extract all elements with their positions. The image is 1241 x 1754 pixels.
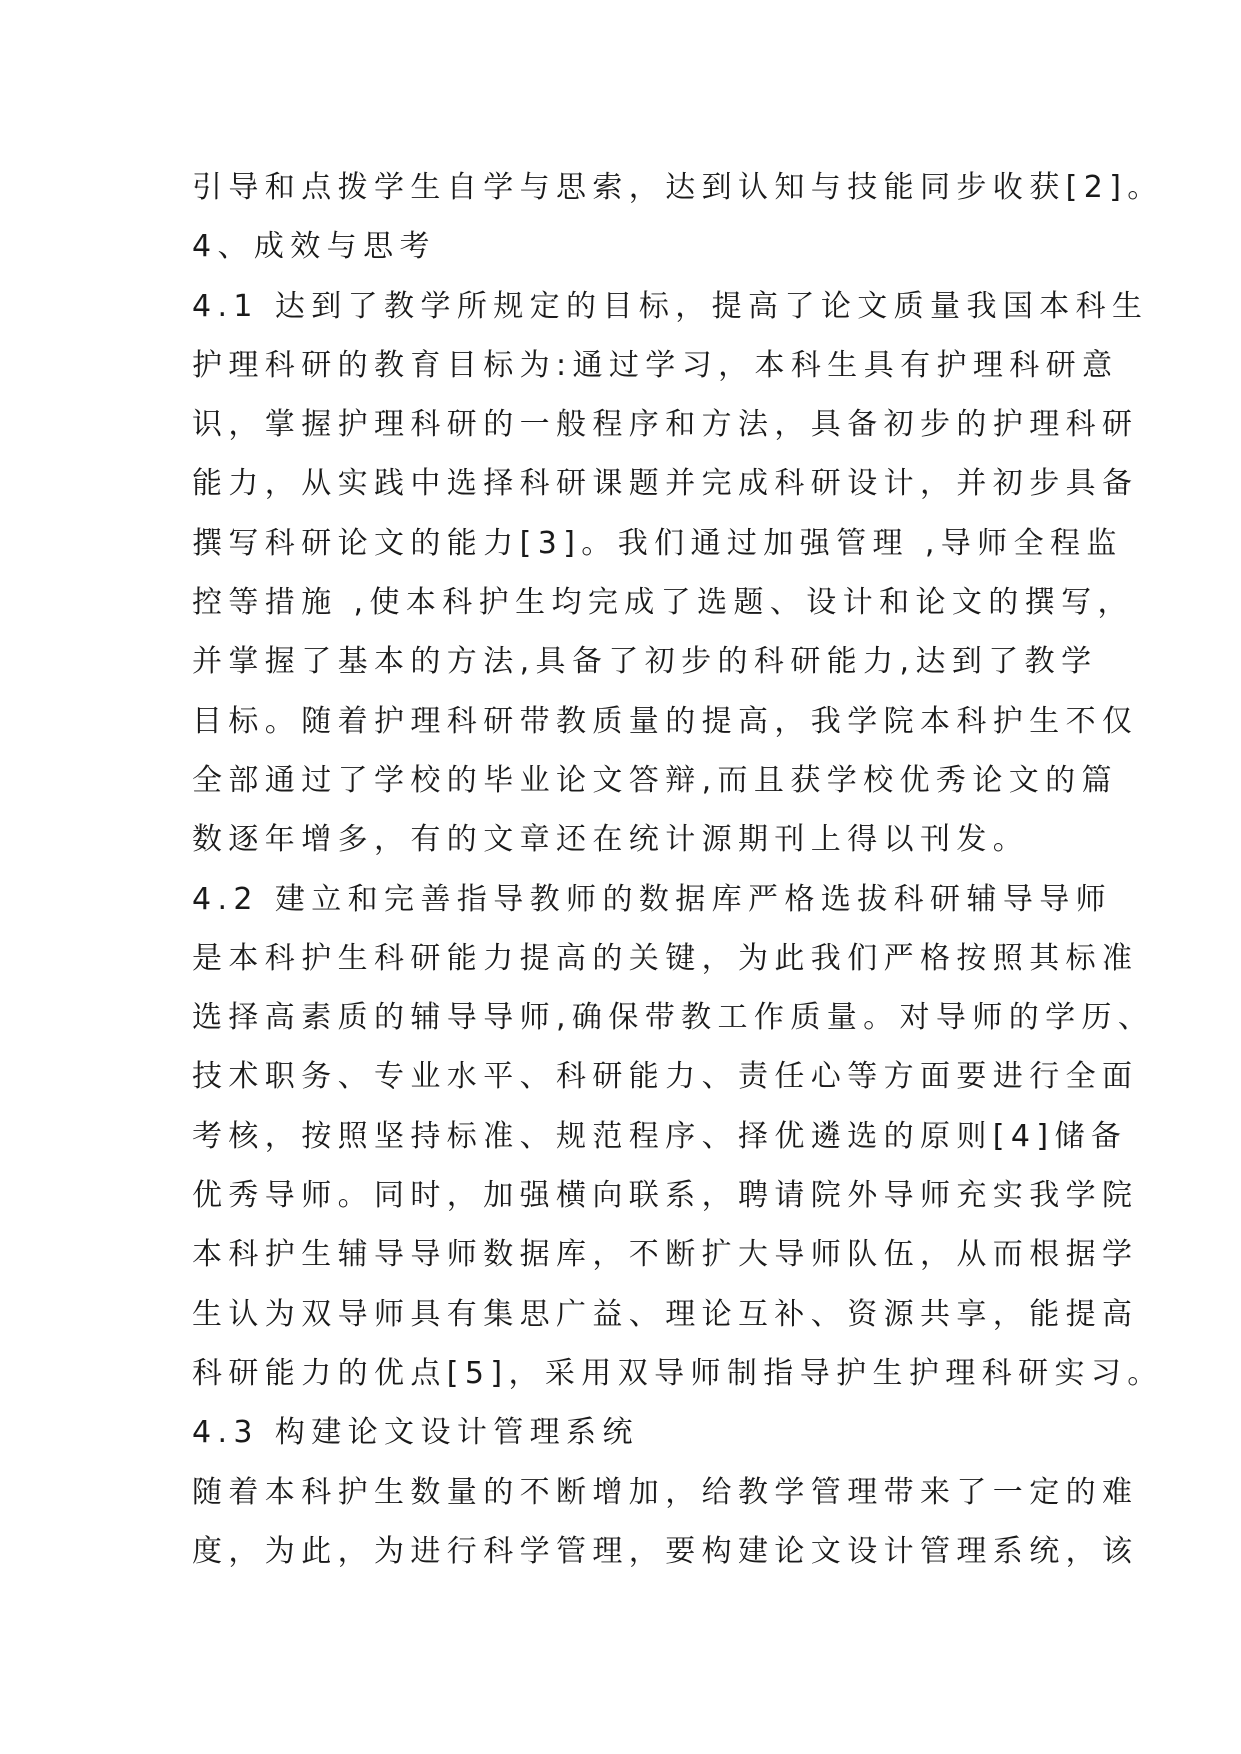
text-line-5: 识，掌握护理科研的一般程序和方法，具备初步的护理科研 <box>192 407 1139 443</box>
section-heading-4: 4、成效与思考 <box>192 229 436 265</box>
document-body <box>192 158 1164 1581</box>
text-line-24: 度，为此，为进行科学管理，要构建论文设计管理系统，该 <box>192 1533 1139 1569</box>
text-line-19: 本科护生辅导导师数据库，不断扩大导师队伍，从而根据学 <box>192 1237 1139 1273</box>
text-line-12: 数逐年增多，有的文章还在统计源期刊上得以刊发。 <box>192 822 1030 858</box>
text-line-14: 是本科护生科研能力提高的关键，为此我们严格按照其标准 <box>192 940 1139 976</box>
text-line-4: 护理科研的教育目标为:通过学习，本科生具有护理科研意 <box>192 347 1119 383</box>
text-line-1: 引导和点拨学生自学与思索，达到认知与技能同步收获[2]。 <box>192 170 1164 205</box>
subsection-heading-4-1: 4.1 达到了教学所规定的目标，提高了论文质量我国本科生 <box>192 288 1149 324</box>
text-line-16: 技术职务、专业水平、科研能力、责任心等方面要进行全面 <box>192 1059 1139 1095</box>
text-line-9: 并掌握了基本的方法,具备了初步的科研能力,达到了教学 <box>192 644 1098 680</box>
text-line-17: 考核，按照坚持标准、规范程序、择优遴选的原则[4]储备 <box>192 1118 1128 1154</box>
text-line-11: 全部通过了学校的毕业论文答辩,而且获学校优秀论文的篇 <box>192 762 1118 798</box>
subsection-heading-4-2: 4.2 建立和完善指导教师的数据库严格选拔科研辅导导师 <box>192 881 1113 917</box>
text-line-20: 生认为双导师具有集思广益、理论互补、资源共享，能提高 <box>192 1296 1139 1332</box>
text-line-10: 目标。随着护理科研带教质量的提高，我学院本科护生不仅 <box>192 703 1139 739</box>
text-line-8: 控等措施 ,使本科护生均完成了选题、设计和论文的撰写， <box>192 585 1134 621</box>
text-line-7: 撰写科研论文的能力[3]。我们通过加强管理 ,导师全程监 <box>192 525 1123 561</box>
text-line-21: 科研能力的优点[5]，采用双导师制指导护生护理科研实习。 <box>192 1355 1164 1391</box>
text-line-15: 选择高素质的辅导导师,确保带教工作质量。对导师的学历、 <box>192 1000 1155 1036</box>
text-line-23: 随着本科护生数量的不断增加，给教学管理带来了一定的难 <box>192 1474 1139 1510</box>
text-line-6: 能力，从实践中选择科研课题并完成科研设计，并初步具备 <box>192 466 1139 502</box>
text-line-18: 优秀导师。同时，加强横向联系，聘请院外导师充实我学院 <box>192 1178 1139 1214</box>
subsection-heading-4-3: 4.3 构建论文设计管理系统 <box>192 1415 639 1451</box>
